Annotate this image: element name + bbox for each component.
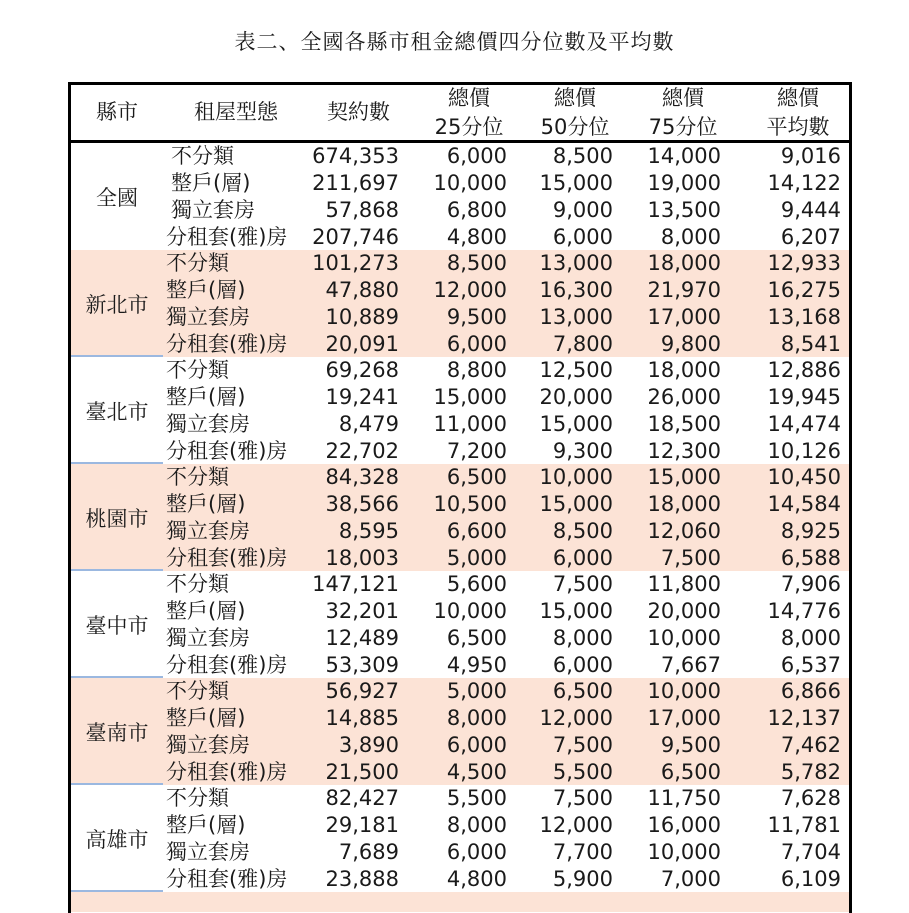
cell-p75: 18,000 (647, 358, 721, 382)
cell-p50: 7,800 (552, 332, 613, 356)
cell-count: 18,003 (325, 546, 399, 570)
cell-p25: 4,500 (446, 760, 507, 784)
cell-p50: 9,300 (552, 439, 613, 463)
cell-p50: 6,500 (552, 679, 613, 703)
cell-p25: 6,000 (446, 840, 507, 864)
city-label: 桃園市 (85, 506, 149, 531)
cell-p25: 5,600 (446, 572, 507, 596)
table-row (71, 732, 849, 759)
cell-count: 29,181 (325, 813, 399, 837)
cell-p50: 12,000 (539, 706, 613, 730)
cell-p25: 8,500 (446, 251, 507, 275)
cell-p75: 11,750 (647, 786, 721, 810)
cell-avg: 13,168 (767, 305, 841, 329)
cell-count: 7,689 (338, 840, 399, 864)
cell-p75: 17,000 (647, 305, 721, 329)
cell-p75: 17,000 (647, 706, 721, 730)
cell-avg: 6,866 (780, 679, 841, 703)
cell-p50: 6,000 (552, 225, 613, 249)
cell-count: 8,595 (338, 519, 399, 543)
cell-count: 22,702 (325, 439, 399, 463)
table-row (71, 785, 849, 812)
table-body (71, 143, 849, 912)
cell-avg: 16,275 (767, 278, 841, 302)
group-new-taipei (71, 250, 849, 357)
cell-count: 207,746 (312, 225, 399, 249)
cell-avg: 7,906 (780, 572, 841, 596)
cell-p75: 11,800 (647, 572, 721, 596)
cell-type: 分租套(雅)房 (166, 332, 288, 356)
group-taoyuan (71, 464, 849, 571)
cell-p50: 8,500 (552, 144, 613, 168)
cell-p25: 6,000 (446, 733, 507, 757)
cell-p25: 8,000 (446, 706, 507, 730)
table-row (71, 250, 849, 277)
cell-type: 不分類 (166, 251, 229, 275)
cell-p75: 6,500 (660, 760, 721, 784)
table-row (71, 705, 849, 732)
city-label: 高雄市 (85, 827, 149, 852)
cell-p50: 7,700 (552, 840, 613, 864)
group-kaohsiung (71, 785, 849, 892)
city-label: 新北市 (85, 292, 149, 317)
cell-type: 整戶(層) (166, 278, 246, 302)
cell-p75: 10,000 (647, 679, 721, 703)
cell-type: 整戶(層) (166, 706, 246, 730)
cell-avg: 6,207 (780, 225, 841, 249)
cell-p50: 8,000 (552, 626, 613, 650)
cell-count: 53,309 (325, 653, 399, 677)
cell-type: 獨立套房 (166, 305, 250, 329)
cell-count: 57,868 (325, 198, 399, 222)
cell-avg: 8,925 (780, 519, 841, 543)
cell-p50: 15,000 (539, 492, 613, 516)
cell-type: 不分類 (166, 679, 229, 703)
cell-count: 211,697 (312, 171, 399, 195)
cell-p25: 6,500 (446, 626, 507, 650)
cell-type: 獨立套房 (171, 198, 255, 222)
table-row (71, 598, 849, 625)
cell-count: 82,427 (325, 786, 399, 810)
cell-avg: 12,137 (767, 706, 841, 730)
cell-p50: 5,500 (552, 760, 613, 784)
cell-count: 69,268 (325, 358, 399, 382)
cell-p50: 16,300 (539, 278, 613, 302)
cell-type: 分租套(雅)房 (166, 867, 288, 891)
cell-p50: 12,000 (539, 813, 613, 837)
cell-avg: 19,945 (767, 385, 841, 409)
table-row (71, 545, 849, 572)
cell-count: 12,489 (325, 626, 399, 650)
city-label: 臺北市 (85, 399, 149, 424)
cell-avg: 14,584 (767, 492, 841, 516)
cell-p75: 16,000 (647, 813, 721, 837)
cell-type: 不分類 (166, 465, 229, 489)
cell-avg: 8,000 (780, 626, 841, 650)
cell-p75: 20,000 (647, 599, 721, 623)
cell-avg: 14,122 (767, 171, 841, 195)
cell-count: 8,479 (338, 412, 399, 436)
city-label: 臺南市 (85, 720, 149, 745)
cell-type: 獨立套房 (166, 519, 250, 543)
cell-count: 56,927 (325, 679, 399, 703)
table-row (71, 759, 849, 786)
table-row (71, 812, 849, 839)
cell-type: 不分類 (171, 144, 234, 168)
cell-p50: 13,000 (539, 305, 613, 329)
cell-p75: 18,000 (647, 492, 721, 516)
cell-p25: 4,800 (446, 225, 507, 249)
header-p50-top: 總價 (554, 86, 596, 110)
cell-avg: 14,776 (767, 599, 841, 623)
cell-avg: 10,450 (767, 465, 841, 489)
cell-avg: 6,537 (780, 653, 841, 677)
cell-avg: 8,541 (780, 332, 841, 356)
cell-p75: 26,000 (647, 385, 721, 409)
cell-p75: 8,000 (660, 225, 721, 249)
cell-p50: 15,000 (539, 171, 613, 195)
cell-avg: 7,704 (780, 840, 841, 864)
cell-avg: 14,474 (767, 412, 841, 436)
table-header (71, 85, 849, 143)
cell-count: 20,091 (325, 332, 399, 356)
cell-avg: 9,016 (780, 144, 841, 168)
cell-p75: 7,000 (660, 867, 721, 891)
cell-type: 獨立套房 (166, 412, 250, 436)
cell-p50: 9,000 (552, 198, 613, 222)
cell-p50: 6,000 (552, 546, 613, 570)
cell-p25: 8,800 (446, 358, 507, 382)
cell-type: 不分類 (166, 786, 229, 810)
cell-p25: 4,950 (446, 653, 507, 677)
table-row (71, 384, 849, 411)
table-row (71, 331, 849, 358)
table-row (71, 411, 849, 438)
table-row (71, 652, 849, 679)
table-row (71, 518, 849, 545)
cell-count: 3,890 (338, 733, 399, 757)
cell-count: 23,888 (325, 867, 399, 891)
header-count: 契約數 (327, 100, 390, 124)
cell-p75: 18,500 (647, 412, 721, 436)
cell-p75: 13,500 (647, 198, 721, 222)
table-row (71, 625, 849, 652)
header-p50-bottom: 50分位 (540, 115, 610, 139)
cell-avg: 7,462 (780, 733, 841, 757)
cell-type: 獨立套房 (166, 626, 250, 650)
cell-avg: 11,781 (767, 813, 841, 837)
cell-p50: 7,500 (552, 786, 613, 810)
cell-p25: 10,500 (433, 492, 507, 516)
header-p25-bottom: 25分位 (434, 115, 504, 139)
table-row (71, 438, 849, 465)
city-label: 臺中市 (85, 613, 149, 638)
header-p75-top: 總價 (662, 86, 704, 110)
group-national (71, 143, 849, 250)
cell-p50: 12,500 (539, 358, 613, 382)
cell-p75: 19,000 (647, 171, 721, 195)
cell-count: 47,880 (325, 278, 399, 302)
cell-p75: 21,970 (647, 278, 721, 302)
cell-p75: 18,000 (647, 251, 721, 275)
cell-avg: 5,782 (780, 760, 841, 784)
cell-type: 分租套(雅)房 (166, 653, 288, 677)
table-row (71, 464, 849, 491)
table-row (71, 839, 849, 866)
cell-p75: 14,000 (647, 144, 721, 168)
cell-count: 674,353 (312, 144, 399, 168)
cell-p50: 15,000 (539, 599, 613, 623)
cell-avg: 12,886 (767, 358, 841, 382)
group-taipei (71, 357, 849, 464)
header-type: 租屋型態 (194, 100, 278, 124)
cell-p25: 11,000 (433, 412, 507, 436)
table-row (71, 491, 849, 518)
cell-p25: 10,000 (433, 171, 507, 195)
cell-p50: 6,000 (552, 653, 613, 677)
cell-count: 19,241 (325, 385, 399, 409)
cell-p25: 10,000 (433, 599, 507, 623)
cell-type: 不分類 (166, 572, 229, 596)
table-row (71, 866, 849, 893)
cell-p75: 9,800 (660, 332, 721, 356)
cell-p75: 9,500 (660, 733, 721, 757)
cell-p50: 13,000 (539, 251, 613, 275)
cell-p25: 4,800 (446, 867, 507, 891)
cell-p25: 6,000 (446, 144, 507, 168)
cell-type: 獨立套房 (166, 733, 250, 757)
city-label: 全國 (96, 185, 138, 210)
cell-type: 整戶(層) (166, 599, 246, 623)
cell-type: 獨立套房 (166, 840, 250, 864)
cell-p50: 5,900 (552, 867, 613, 891)
table-row (71, 197, 849, 224)
table-row (71, 170, 849, 197)
cell-p25: 8,000 (446, 813, 507, 837)
cell-p75: 7,500 (660, 546, 721, 570)
cell-type: 整戶(層) (166, 813, 246, 837)
cell-avg: 10,126 (767, 439, 841, 463)
cell-avg: 6,109 (780, 867, 841, 891)
cell-p50: 20,000 (539, 385, 613, 409)
header-p25-top: 總價 (448, 86, 490, 110)
header-p75-bottom: 75分位 (648, 115, 718, 139)
group-tainan (71, 678, 849, 785)
cell-count: 32,201 (325, 599, 399, 623)
cell-type: 整戶(層) (166, 492, 246, 516)
cell-p25: 5,000 (446, 679, 507, 703)
cell-p75: 15,000 (647, 465, 721, 489)
cell-p75: 10,000 (647, 840, 721, 864)
table-row (71, 678, 849, 705)
cell-count: 21,500 (325, 760, 399, 784)
cell-p50: 7,500 (552, 572, 613, 596)
cell-count: 14,885 (325, 706, 399, 730)
table-row (71, 304, 849, 331)
cell-p75: 12,060 (647, 519, 721, 543)
cell-p50: 15,000 (539, 412, 613, 436)
cell-p75: 7,667 (660, 653, 721, 677)
page-title: 表二、全國各縣市租金總價四分位數及平均數 (234, 30, 675, 54)
cell-count: 10,889 (325, 305, 399, 329)
cell-avg: 7,628 (780, 786, 841, 810)
cell-type: 分租套(雅)房 (166, 760, 288, 784)
cell-p25: 5,000 (446, 546, 507, 570)
cell-type: 分租套(雅)房 (166, 546, 288, 570)
cell-type: 整戶(層) (171, 171, 251, 195)
header-avg-top: 總價 (777, 86, 819, 110)
cell-p25: 7,200 (446, 439, 507, 463)
cell-avg: 6,588 (780, 546, 841, 570)
cell-p25: 5,500 (446, 786, 507, 810)
table-row (71, 143, 849, 170)
header-city: 縣市 (96, 100, 138, 124)
cell-p50: 10,000 (539, 465, 613, 489)
group-next-partial (71, 892, 849, 912)
cell-count: 101,273 (312, 251, 399, 275)
group-taichung (71, 571, 849, 678)
cell-p50: 7,500 (552, 733, 613, 757)
cell-p75: 10,000 (647, 626, 721, 650)
cell-count: 38,566 (325, 492, 399, 516)
cell-p75: 12,300 (647, 439, 721, 463)
cell-count: 147,121 (312, 572, 399, 596)
cell-p25: 6,000 (446, 332, 507, 356)
rent-table (68, 82, 852, 913)
cell-type: 分租套(雅)房 (166, 225, 288, 249)
cell-avg: 9,444 (780, 198, 841, 222)
table-row (71, 357, 849, 384)
cell-p25: 6,800 (446, 198, 507, 222)
cell-p25: 12,000 (433, 278, 507, 302)
header-avg-bottom: 平均數 (766, 115, 830, 139)
cell-count: 84,328 (325, 465, 399, 489)
cell-p25: 9,500 (446, 305, 507, 329)
table-row (71, 571, 849, 598)
cell-type: 分租套(雅)房 (166, 439, 288, 463)
cell-p25: 15,000 (433, 385, 507, 409)
cell-avg: 12,933 (767, 251, 841, 275)
table-row (71, 224, 849, 251)
cell-type: 不分類 (166, 358, 229, 382)
cell-type: 整戶(層) (166, 385, 246, 409)
table-row (71, 277, 849, 304)
cell-p50: 8,500 (552, 519, 613, 543)
cell-p25: 6,600 (446, 519, 507, 543)
cell-p25: 6,500 (446, 465, 507, 489)
